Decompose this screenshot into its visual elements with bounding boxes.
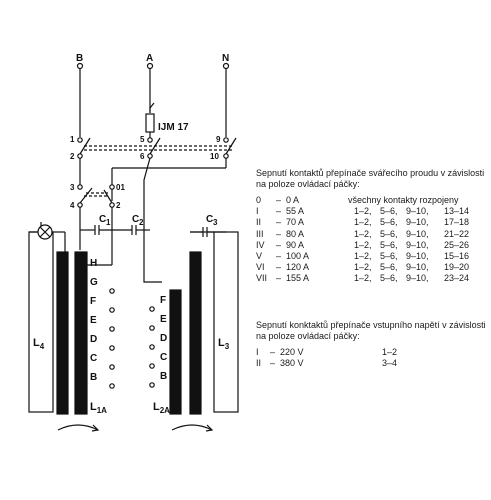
svg-text:2: 2 [70,152,75,161]
current-table-row [256,206,486,217]
contacts-note: všechny kontakty rozpojeny [348,195,459,205]
voltage-table-row [256,347,486,358]
tap-label: D [160,333,168,344]
current-table-row [256,195,486,206]
contact-pair: 9–10, [406,239,429,250]
tap-label: F [90,296,97,307]
tap-label: B [160,371,168,382]
svg-text:2: 2 [139,218,144,227]
current-table-row [256,262,486,273]
svg-text:C: C [206,214,214,225]
contact-pair: 1–2, [354,273,372,284]
tap-label: E [90,315,97,326]
contact-pair: 13–14 [444,206,470,217]
position-label: IV [256,239,265,250]
dash: – [276,195,282,205]
contact-pair: 3–4 [382,358,398,369]
svg-text:B: B [76,53,84,64]
dash: – [276,228,282,239]
svg-text:6: 6 [140,152,145,161]
contact-pair: 9–10, [406,262,429,273]
svg-text:L3: $L_3$ [218,337,230,351]
dash: – [270,347,276,357]
contact-pair: 5–6, [380,228,398,239]
svg-text:C: C [132,214,140,225]
tap-terminal [110,365,114,369]
tap-label: F [160,295,167,306]
current-table-row [256,240,486,251]
position-label: II [256,358,262,369]
contact-pair: 1–2 [382,347,398,357]
tap-label: D [90,334,98,345]
contact-pair: 1–2, [354,217,372,228]
tap-label: G [90,277,98,288]
contact-pair: 9–10, [406,228,429,239]
tap-terminal [150,326,154,330]
contact-pair: 23–24 [444,273,470,284]
contact-pair: 1–2, [354,228,372,239]
tap-terminal [110,327,114,331]
coil-L4-label: L [33,337,40,349]
contact-pair: 1–2, [354,239,372,250]
contact-pair: 21–22 [444,228,470,239]
position-label: III [256,228,264,239]
current-table-title: Sepnutí kontaktů přepínače svářecího proudu v závislosti na poloze ovládací páčky: [256,168,485,189]
svg-text:IJM 17: IJM 17 [158,122,189,133]
svg-text:9: 9 [216,135,221,144]
tap-label: C [160,352,168,363]
coil-L2A-label: L [153,401,160,413]
svg-text:5: 5 [140,135,145,144]
contact-pair: 1–2, [354,262,372,273]
current-value: 80 A [286,228,305,239]
svg-text:3: 3 [213,218,218,227]
contact-pair: 19–20 [444,262,470,273]
svg-text:1: 1 [70,135,75,144]
contact-pair: 9–10, [406,250,429,261]
voltage-table-row [256,358,486,369]
svg-text:C: C [99,214,107,225]
contact-pair: 1–2, [354,206,372,217]
current-table-row [256,217,486,228]
position-label: V [256,250,263,261]
tap-terminal [150,364,154,368]
contact-pair: 15–16 [444,250,470,261]
current-table-row [256,229,486,240]
svg-text:10: 10 [210,152,219,161]
tap-terminal [110,289,114,293]
contact-pair: 9–10, [406,206,429,217]
coil-L3-label: L [218,337,225,349]
current-table-row [256,251,486,262]
position-label: II [256,217,262,228]
svg-text:1: 1 [106,218,111,227]
tap-label: B [90,372,98,383]
svg-text:L4: $L_4$ [33,337,45,351]
current-value: 55 A [286,206,305,217]
svg-text:3: 3 [70,183,75,192]
position-label: 0 [256,195,262,205]
dash: – [276,250,282,261]
tap-terminal [110,308,114,312]
contact-pair: 9–10, [406,217,429,228]
svg-text:A: A [146,53,154,64]
tap-label: H [90,258,98,269]
tap-label: E [160,314,167,325]
voltage-value: 380 V [280,358,304,369]
contact-pair: 5–6, [380,250,398,261]
contact-pair: 9–10, [406,273,429,284]
contact-pair: 25–26 [444,239,470,250]
svg-text:L1A: $L_{1A}$ [90,401,107,415]
current-value: 0 A [286,195,300,205]
svg-text:2: 2 [116,201,121,210]
svg-text:01: 01 [116,183,125,192]
contact-pair: 17–18 [444,217,470,228]
dash: – [276,239,282,250]
position-label: I [256,347,259,357]
current-value: 120 A [286,262,310,273]
voltage-table-title: Sepnutí konktaktů přepínače vstupního napětí v závislosti na poloze ovládací páčky: [256,320,486,341]
position-label: I [256,206,259,217]
dash: – [276,262,282,273]
dash: – [276,273,282,284]
current-switch-table [256,168,486,285]
svg-text:L2A: $L_{2A}$ [153,401,170,415]
position-label: VI [256,262,265,273]
dash: – [276,217,282,228]
voltage-value: 220 V [280,347,304,357]
contact-pair: 5–6, [380,273,398,284]
dash: – [276,206,282,217]
tap-terminal [110,384,114,388]
contact-pair: 5–6, [380,206,398,217]
contact-pair: 5–6, [380,239,398,250]
dash: – [270,358,276,369]
tap-terminal [150,307,154,311]
contact-pair: 5–6, [380,217,398,228]
coil-L1A-label: L [90,401,97,413]
contact-pair: 5–6, [380,262,398,273]
current-value: 70 A [286,217,305,228]
current-value: 90 A [286,239,305,250]
current-table-row [256,273,486,284]
svg-text:N: N [222,53,230,64]
tap-terminal [150,345,154,349]
tap-label: C [90,353,98,364]
current-value: 100 A [286,250,310,261]
tap-terminal [150,383,154,387]
position-label: VII [256,273,268,284]
svg-text:4: 4 [70,201,75,210]
contact-pair: 1–2, [354,250,372,261]
voltage-switch-table [256,320,486,369]
tap-terminal [110,346,114,350]
current-value: 155 A [286,273,310,284]
